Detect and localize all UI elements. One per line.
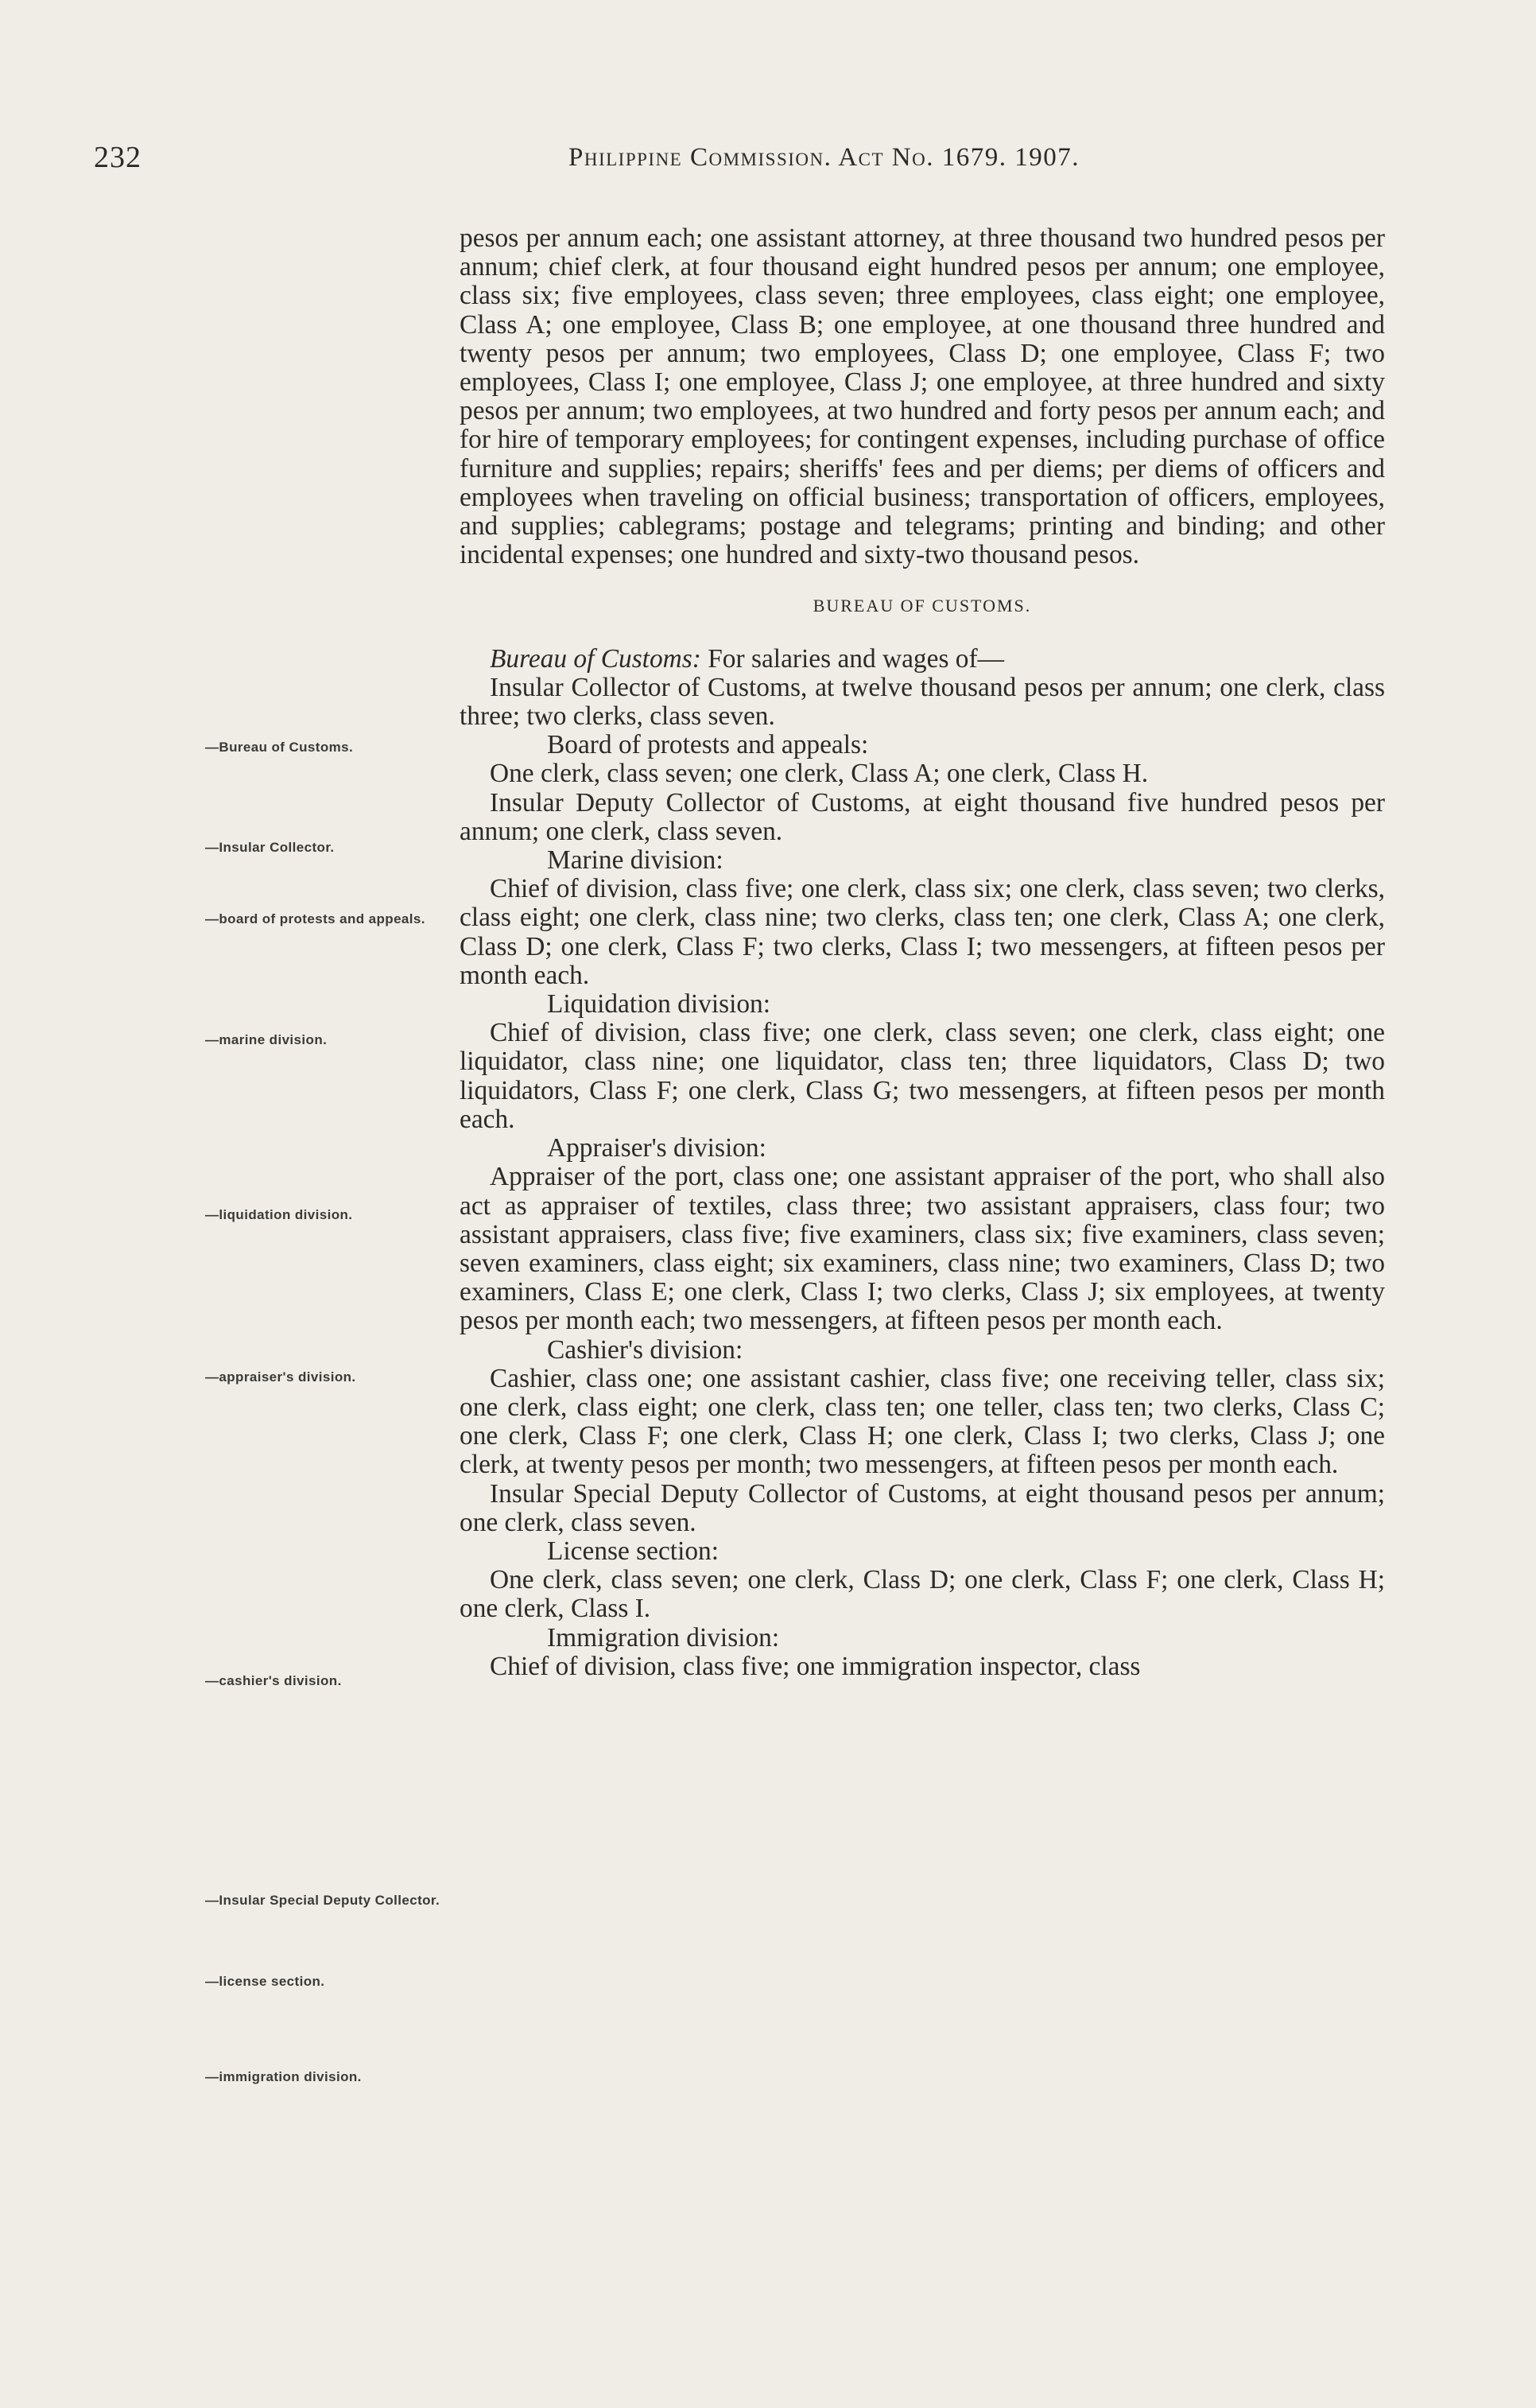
margin-note-board: —board of protests and appeals.: [205, 911, 425, 926]
immigration-heading: Immigration division:: [547, 1622, 780, 1653]
bureau-intro-line: [460, 645, 1385, 674]
margin-note-bureau: —Bureau of Customs.: [205, 740, 354, 755]
margin-note-marine: —marine division.: [205, 1032, 328, 1047]
appraiser-heading: Appraiser's division:: [547, 1133, 766, 1163]
board-heading: Board of protests and appeals:: [547, 730, 869, 760]
margin-note-cashier: —cashier's division.: [205, 1673, 342, 1688]
insular-collector-paragraph: Insular Collector of Customs, at twelve thousand pesos per annum; one clerk, class three; two clerks, class seven.: [460, 672, 1385, 732]
margin-note-appraiser: —appraiser's division.: [205, 1369, 356, 1385]
margin-note-license: —license section.: [205, 1974, 325, 1989]
liquidation-paragraph: Chief of division, class five; one clerk, class seven; one clerk, class eight; one liquidator, class nine; one liquidator, class ten; three liquidators, Class D; two liquidators, Class F; one clerk, Class G; two messengers, at fifteen pesos per month each.: [460, 1018, 1385, 1134]
bureau-intro-rest: For salaries and wages of—: [700, 643, 1004, 674]
deputy-collector-paragraph: Insular Deputy Collector of Customs, at eight thousand five hundred pesos per annum; one clerk, class seven.: [460, 787, 1385, 846]
margin-note-immigration: —immigration division.: [205, 2069, 362, 2084]
appraiser-paragraph: Appraiser of the port, class one; one assistant appraiser of the port, who shall also act as appraiser of textiles, class three; two assistant appraisers, class four; two assistant appraisers, class five; five examiners, class six; five examiners, class seven; seven examiners, class eight; six examiners, class nine; two examiners, Class D; two examiners, Class E; one clerk, Class I; two clerks, Class J; six employees, at twenty pesos per month each; two messengers, at fifteen pesos per month each.: [460, 1162, 1385, 1336]
margin-note-liquidation: —liquidation division.: [205, 1207, 353, 1222]
marine-heading: Marine division:: [547, 845, 723, 876]
marine-paragraph: Chief of division, class five; one clerk, class six; one clerk, class seven; two clerks, class eight; one clerk, class nine; two clerks, class ten; one clerk, Class A; one clerk, Class D; one clerk, Class F; two clerks, Class I; two messengers, at fifteen pesos per month each.: [460, 874, 1385, 990]
liquidation-heading: Liquidation division:: [547, 989, 771, 1020]
immigration-paragraph: Chief of division, class five; one immigration inspector, class: [490, 1651, 1141, 1681]
running-head: Philippine Commission. Act No. 1679. 1907.: [568, 143, 1080, 172]
license-heading: License section:: [547, 1536, 720, 1566]
license-paragraph: One clerk, class seven; one clerk, Class D; one clerk, Class F; one clerk, Class H; one clerk, Class I.: [460, 1565, 1385, 1624]
intro-paragraph: pesos per annum each; one assistant attorney, at three thousand two hundred pesos per annum; chief clerk, at four thousand eight hundred pesos per annum; one employee, class six; five employees, class seven; three employees, class eight; one employee, Class A; one employee, Class B; one employee, at one thousand three hundred and twenty pesos per annum; two employees, Class D; one employee, Class F; two employees, Class I; one employee, Class J; one employee, at three hundred and sixty pesos per annum; two employees, at two hundred and forty pesos per annum each; and for hire of temporary employees; for contingent expenses, including purchase of office furniture and supplies; repairs; sheriffs' fees and per diems; per diems of officers and employees when traveling on official business; transportation of officers, employees, and supplies; cablegrams; postage and telegrams; printing and binding; and other incidental expenses; one hundred and sixty-two thousand pesos.: [460, 223, 1385, 570]
body-text-column: [460, 224, 1385, 1681]
board-paragraph: One clerk, class seven; one clerk, Class A; one clerk, Class H.: [490, 759, 1149, 789]
cashier-heading: Cashier's division:: [547, 1334, 743, 1365]
margin-note-insular-collector: —Insular Collector.: [205, 840, 335, 855]
section-heading: BUREAU OF CUSTOMS.: [813, 596, 1032, 616]
special-deputy-paragraph: Insular Special Deputy Collector of Customs, at eight thousand pesos per annum; one clerk, class seven.: [460, 1478, 1385, 1537]
margin-note-special-deputy: —Insular Special Deputy Collector.: [205, 1893, 440, 1908]
page-number: 232: [94, 141, 142, 174]
bureau-intro-italic: Bureau of Customs:: [490, 643, 701, 674]
cashier-paragraph: Cashier, class one; one assistant cashier, class five; one receiving teller, class six; one clerk, class eight; one clerk, class ten; one teller, class ten; two clerks, Class C; one clerk, Class F; one clerk, Class H; one clerk, Class I; two clerks, Class J; one clerk, at twenty pesos per month; two messengers, at fifteen pesos per month each.: [460, 1363, 1385, 1480]
